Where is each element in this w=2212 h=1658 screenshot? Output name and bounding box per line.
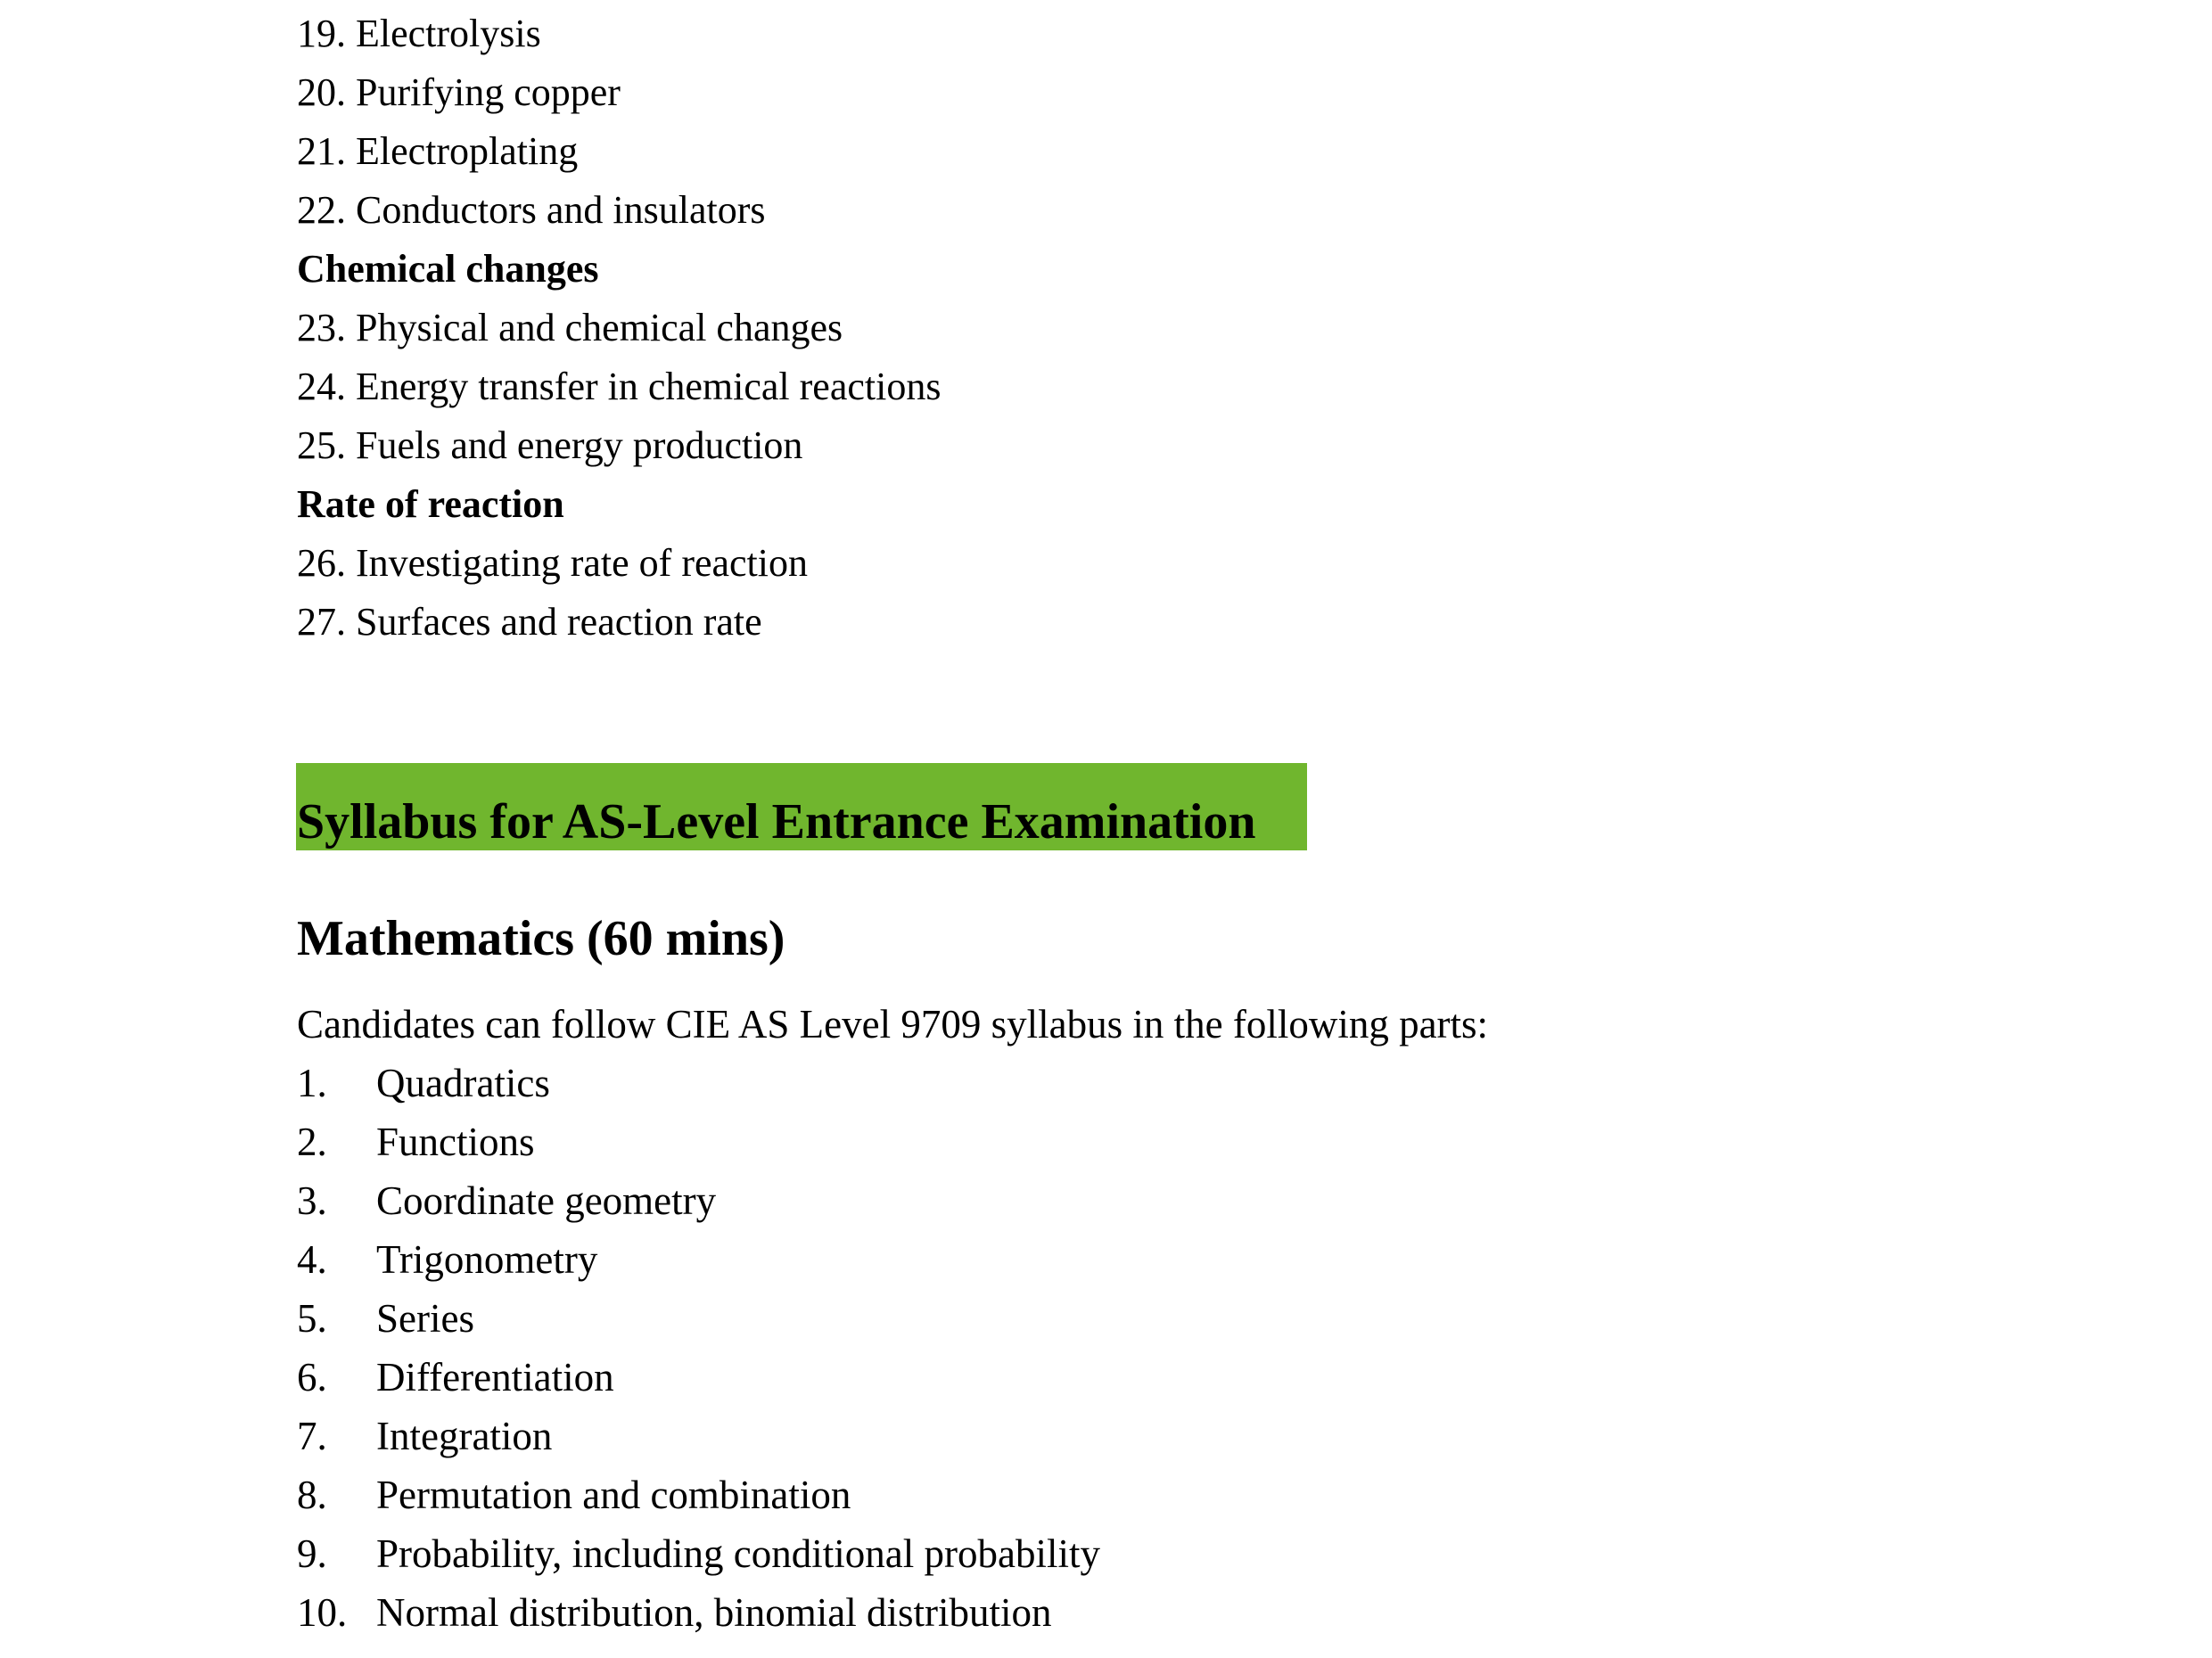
list-item: 22. Conductors and insulators	[297, 188, 766, 232]
topic-number: 5.	[297, 1296, 327, 1341]
mathematics-title: Mathematics (60 mins)	[297, 911, 785, 966]
topic-number: 1.	[297, 1061, 327, 1105]
topic-number: 2.	[297, 1120, 327, 1164]
topic-label: Integration	[376, 1414, 553, 1458]
topic-label: Functions	[376, 1120, 535, 1164]
topic-number: 3.	[297, 1178, 327, 1223]
list-item: 27. Surfaces and reaction rate	[297, 600, 762, 644]
banner-title: Syllabus for AS-Level Entrance Examination	[297, 794, 1256, 850]
topic-label: Permutation and combination	[376, 1473, 851, 1517]
topic-label: Probability, including conditional probability	[376, 1531, 1100, 1576]
section-heading-chemical-changes: Chemical changes	[297, 247, 599, 291]
list-item: 25. Fuels and energy production	[297, 423, 803, 467]
list-item: 24. Energy transfer in chemical reactions	[297, 365, 942, 408]
section-heading-rate-of-reaction: Rate of reaction	[297, 482, 564, 526]
list-item: 26. Investigating rate of reaction	[297, 541, 809, 585]
topic-number: 7.	[297, 1414, 327, 1458]
topic-number: 10.	[297, 1590, 348, 1635]
topic-number: 8.	[297, 1473, 327, 1517]
topic-label: Normal distribution, binomial distribution	[376, 1590, 1052, 1635]
list-item: 19. Electrolysis	[297, 12, 541, 55]
topic-label: Differentiation	[376, 1355, 614, 1399]
mathematics-intro: Candidates can follow CIE AS Level 9709 syllabus in the following parts:	[297, 1002, 1489, 1047]
topic-label: Coordinate geometry	[376, 1178, 717, 1223]
list-item: 21. Electroplating	[297, 129, 579, 173]
topic-label: Trigonometry	[376, 1237, 598, 1282]
list-item: 20. Purifying copper	[297, 70, 621, 114]
topic-number: 4.	[297, 1237, 327, 1282]
topic-number: 6.	[297, 1355, 327, 1399]
list-item: 23. Physical and chemical changes	[297, 306, 843, 349]
topic-number: 9.	[297, 1531, 327, 1576]
topic-label: Quadratics	[376, 1061, 550, 1105]
topic-label: Series	[376, 1296, 474, 1341]
